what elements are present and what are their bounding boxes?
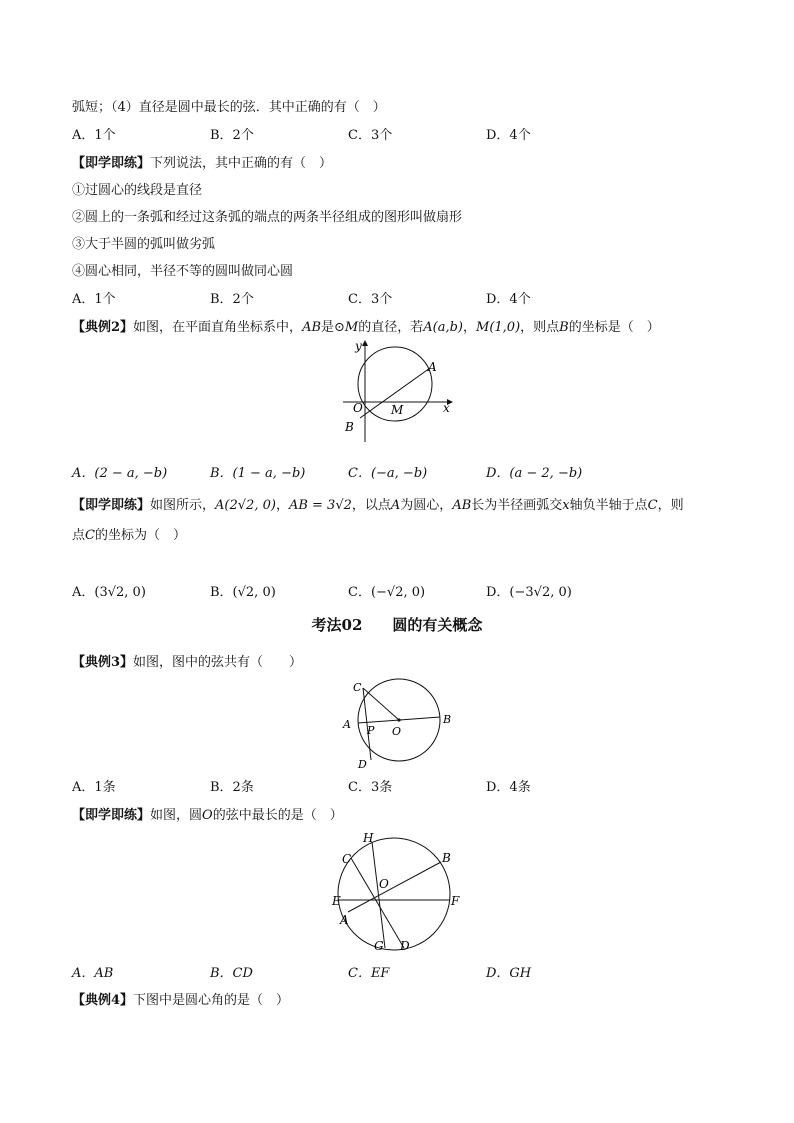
point-a: A xyxy=(390,498,401,513)
separator: ， xyxy=(463,320,477,335)
example-tag: 【典例3】 xyxy=(72,655,134,670)
center-dot xyxy=(397,718,400,721)
segment-ab: AB xyxy=(452,498,472,513)
option-c[interactable]: C．3条 xyxy=(348,780,393,795)
label-e: E xyxy=(332,894,341,908)
label-d: D xyxy=(358,758,367,770)
option-c[interactable]: C．EF xyxy=(348,966,390,981)
practice2-stem-line2 xyxy=(72,524,186,543)
practice2-stem xyxy=(72,494,684,513)
option-d[interactable]: D．4个 xyxy=(486,292,531,307)
chord-cd xyxy=(351,858,404,948)
example2-text: 的坐标是（ ） xyxy=(568,320,660,335)
label-x: x xyxy=(443,401,450,415)
practice-tag: 【即学即练】 xyxy=(72,156,151,171)
point-o: O xyxy=(202,808,213,823)
statement-1: ①过圆心的线段是直径 xyxy=(72,183,203,198)
coord-m: M(1,0) xyxy=(476,320,521,335)
example4-stem xyxy=(72,989,289,1008)
practice2-text: ，则 xyxy=(657,498,684,513)
option-a[interactable]: A．1个 xyxy=(72,292,116,307)
statement-2: ②圆上的一条弧和经过这条弧的端点的两条半径组成的图形叫做扇形 xyxy=(72,210,463,225)
example3-text: 如图，图中的弦共有（ ） xyxy=(133,655,303,670)
option-b[interactable]: B．2个 xyxy=(210,292,254,307)
length-ab: AB = 3√2 xyxy=(288,498,352,513)
option-b[interactable]: B．CD xyxy=(210,966,253,981)
option-d[interactable]: D．GH xyxy=(486,966,532,981)
segment-ab: AB xyxy=(302,320,322,335)
practice-tag: 【即学即练】 xyxy=(72,808,151,823)
label-a: A xyxy=(340,913,349,927)
option-c[interactable]: C．(−√2, 0) xyxy=(348,585,426,600)
example2-stem xyxy=(72,316,660,335)
label-m: M xyxy=(391,403,404,417)
option-a[interactable]: A．1条 xyxy=(72,780,116,795)
label-b: B xyxy=(443,713,452,726)
options-row-6 xyxy=(72,962,632,980)
option-a[interactable]: A．(2 − a, −b) xyxy=(72,466,168,481)
axis-x: x xyxy=(562,498,570,513)
option-b[interactable]: B．(√2, 0) xyxy=(210,585,276,600)
statement-4: ④圆心相同，半径不等的圆叫做同心圆 xyxy=(72,264,294,279)
option-b[interactable]: B．2条 xyxy=(210,780,254,795)
label-o: O xyxy=(353,401,363,415)
option-d[interactable]: D．4个 xyxy=(486,128,531,143)
option-a[interactable]: A．(3√2, 0) xyxy=(72,585,146,600)
coord-a: A(2√2, 0) xyxy=(215,498,276,513)
practice2-text: 轴负半轴于点 xyxy=(569,498,648,513)
label-y: y xyxy=(355,339,362,353)
option-c[interactable]: C．3个 xyxy=(348,292,393,307)
practice1-stem xyxy=(72,152,332,171)
practice-tag: 【即学即练】 xyxy=(72,498,151,513)
chord-ab xyxy=(348,862,441,912)
option-d[interactable]: D．(−3√2, 0) xyxy=(486,585,572,600)
question-tail: 弧短；（4）直径是圆中最长的弦．其中正确的有（ ） xyxy=(72,100,386,115)
practice3-text: 如图，圆 xyxy=(150,808,203,823)
section-heading: 考法02 圆的有关概念 xyxy=(311,616,483,634)
label-a: A xyxy=(428,360,437,374)
example-tag: 【典例4】 xyxy=(72,993,134,1008)
option-a[interactable]: A．1个 xyxy=(72,128,116,143)
point-c: C xyxy=(85,528,95,543)
label-p: P xyxy=(367,724,375,737)
label-h: H xyxy=(363,831,374,845)
label-g: G xyxy=(374,939,384,953)
practice2-text: 如图所示， xyxy=(150,498,216,513)
option-d[interactable]: D．4条 xyxy=(486,780,531,795)
separator: ， xyxy=(275,498,289,513)
label-b: B xyxy=(442,851,451,865)
option-d[interactable]: D．(a − 2, −b) xyxy=(486,466,583,481)
chord-circle-figure xyxy=(336,674,460,770)
example4-text: 下图中是圆心角的是（ ） xyxy=(133,993,290,1008)
statement-3: ③大于半圆的弧叫做劣弧 xyxy=(72,237,216,252)
y-axis-arrow xyxy=(362,340,368,346)
practice2-text: 长为半径画弧交 xyxy=(471,498,563,513)
label-d: D xyxy=(400,939,410,953)
options-row-2 xyxy=(72,288,632,306)
label-c: C xyxy=(342,852,352,866)
option-c[interactable]: C．(−a, −b) xyxy=(348,466,428,481)
example2-text: 是⊙ xyxy=(321,320,345,335)
example2-text: 的直径，若 xyxy=(358,320,424,335)
label-c: C xyxy=(353,681,362,694)
practice2-text: 的坐标为（ ） xyxy=(94,528,186,543)
option-a[interactable]: A．AB xyxy=(72,966,114,981)
practice1-text: 下列说法，其中正确的有（ ） xyxy=(150,156,333,171)
practice3-stem xyxy=(72,804,343,823)
example2-text: 如图，在平面直角坐标系中， xyxy=(133,320,303,335)
label-o: O xyxy=(379,877,389,891)
longest-chord-figure xyxy=(328,826,468,954)
label-a: A xyxy=(343,718,351,731)
example2-text: ，则点 xyxy=(520,320,560,335)
coord-a: A(a,b) xyxy=(423,320,463,335)
practice3-text: 的弦中最长的是（ ） xyxy=(212,808,343,823)
coordinate-circle-figure xyxy=(335,338,465,444)
circle-o xyxy=(338,838,450,950)
label-o: O xyxy=(392,725,402,738)
point-c: C xyxy=(647,498,658,513)
radius-oc xyxy=(363,688,399,720)
option-b[interactable]: B．(1 − a, −b) xyxy=(210,466,306,481)
options-row-5 xyxy=(72,776,632,794)
label-b: B xyxy=(345,420,354,434)
option-b[interactable]: B．2个 xyxy=(210,128,254,143)
options-row-4 xyxy=(72,581,632,599)
practice2-text: 为圆心， xyxy=(400,498,453,513)
point-m: M xyxy=(344,320,359,335)
example3-stem xyxy=(72,651,302,670)
point-b: B xyxy=(559,320,569,335)
practice2-text: ，以点 xyxy=(351,498,391,513)
practice2-text: 点 xyxy=(72,528,86,543)
chord-gh xyxy=(372,842,385,948)
label-f: F xyxy=(451,894,460,908)
example-tag: 【典例2】 xyxy=(72,320,134,335)
options-row-1 xyxy=(72,124,632,142)
options-row-3 xyxy=(72,462,632,480)
option-c[interactable]: C．3个 xyxy=(348,128,393,143)
